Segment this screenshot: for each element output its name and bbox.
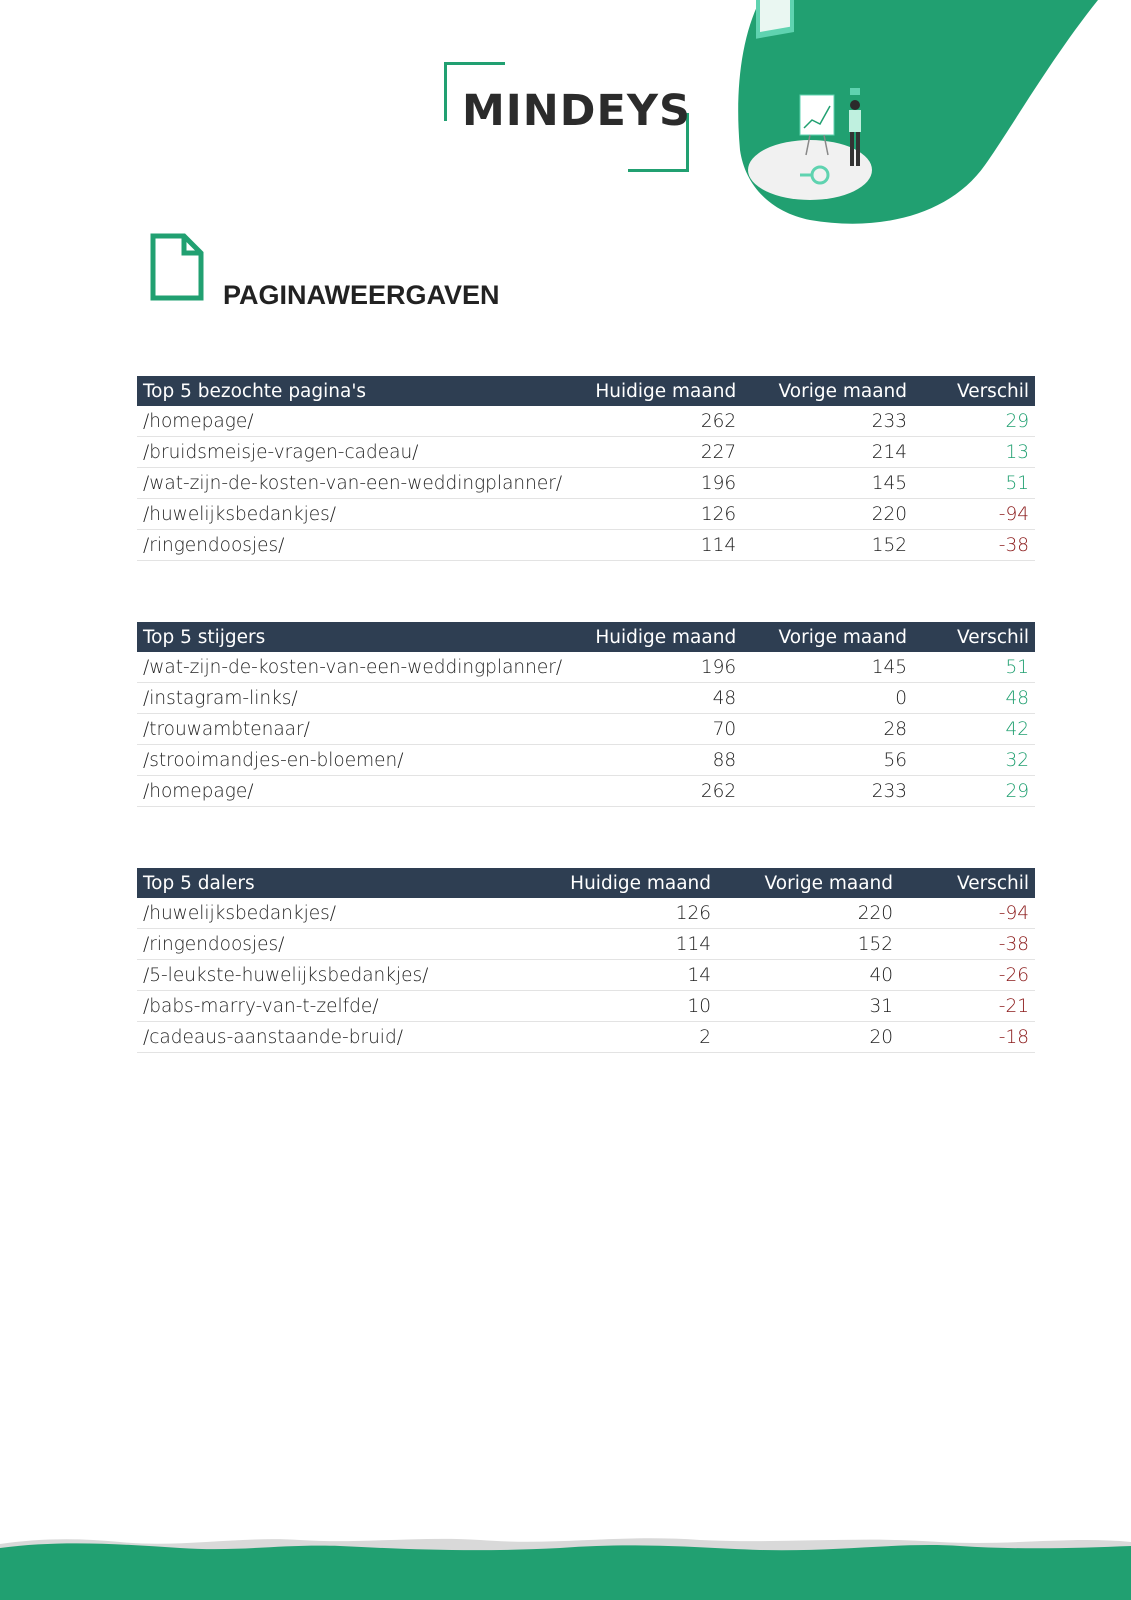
brand-name: MINDEYS [462,86,691,136]
difference-value: 51 [913,652,1035,683]
current-month-value: 227 [568,437,742,468]
previous-month-value: 152 [742,530,913,561]
current-month-value: 262 [568,776,742,807]
difference-value: -21 [899,991,1035,1022]
current-month-value: 262 [568,406,742,437]
page-path: /huwelijksbedankjes/ [137,499,568,530]
section-title: PAGINAWEERGAVEN [223,280,500,310]
table-row [137,499,1035,530]
current-month-value: 10 [535,991,717,1022]
page-path: /cadeaus-aanstaande-bruid/ [137,1022,535,1053]
current-month-value: 126 [568,499,742,530]
page-path: /wat-zijn-de-kosten-van-een-weddingplanner/ [137,468,568,499]
table-row [137,468,1035,499]
difference-value: -38 [913,530,1035,561]
page-path: /ringendoosjes/ [137,929,535,960]
difference-value: 51 [913,468,1035,499]
difference-value: 42 [913,714,1035,745]
brand-logo [444,62,689,172]
difference-value: -26 [899,960,1035,991]
top-fallers-table [137,868,1035,1053]
previous-month-value: 145 [742,652,913,683]
table-row [137,652,1035,683]
column-header-difference: Verschil [913,622,1035,652]
page-path: /5-leukste-huwelijksbedankjes/ [137,960,535,991]
current-month-value: 88 [568,745,742,776]
previous-month-value: 152 [717,929,899,960]
table-row [137,776,1035,807]
difference-value: -38 [899,929,1035,960]
previous-month-value: 233 [742,776,913,807]
current-month-value: 114 [568,530,742,561]
page-path: /trouwambtenaar/ [137,714,568,745]
table-row [137,745,1035,776]
table-row [137,898,1035,929]
previous-month-value: 28 [742,714,913,745]
table-header-row [137,376,1035,406]
previous-month-value: 233 [742,406,913,437]
difference-value: 48 [913,683,1035,714]
current-month-value: 196 [568,652,742,683]
current-month-value: 126 [535,898,717,929]
table-header-row [137,622,1035,652]
current-month-value: 14 [535,960,717,991]
table-row [137,406,1035,437]
column-header-difference: Verschil [913,376,1035,406]
page-path: /wat-zijn-de-kosten-van-een-weddingplanner/ [137,652,568,683]
current-month-value: 196 [568,468,742,499]
difference-value: 13 [913,437,1035,468]
previous-month-value: 0 [742,683,913,714]
previous-month-value: 56 [742,745,913,776]
column-header-current-month: Huidige maand [568,376,742,406]
column-header-current-month: Huidige maand [535,868,717,898]
page-path: /instagram-links/ [137,683,568,714]
current-month-value: 48 [568,683,742,714]
page-path: /huwelijksbedankjes/ [137,898,535,929]
difference-value: -18 [899,1022,1035,1053]
page-path: /bruidsmeisje-vragen-cadeau/ [137,437,568,468]
column-header-page: Top 5 stijgers [137,622,568,652]
page-path: /babs-marry-van-t-zelfde/ [137,991,535,1022]
current-month-value: 2 [535,1022,717,1053]
table-row [137,929,1035,960]
difference-value: 32 [913,745,1035,776]
table-row [137,437,1035,468]
difference-value: -94 [913,499,1035,530]
difference-value: 29 [913,406,1035,437]
column-header-previous-month: Vorige maand [717,868,899,898]
table-header-row [137,868,1035,898]
page-path: /homepage/ [137,406,568,437]
table-row [137,960,1035,991]
previous-month-value: 214 [742,437,913,468]
difference-value: 29 [913,776,1035,807]
top-visited-pages-table [137,376,1035,561]
table-row [137,714,1035,745]
page-path: /strooimandjes-en-bloemen/ [137,745,568,776]
top-risers-table [137,622,1035,807]
current-month-value: 70 [568,714,742,745]
column-header-previous-month: Vorige maand [742,622,913,652]
previous-month-value: 220 [742,499,913,530]
previous-month-value: 20 [717,1022,899,1053]
previous-month-value: 31 [717,991,899,1022]
column-header-difference: Verschil [899,868,1035,898]
table-row [137,991,1035,1022]
document-icon [150,233,204,301]
column-header-page: Top 5 dalers [137,868,535,898]
column-header-previous-month: Vorige maand [742,376,913,406]
column-header-page: Top 5 bezochte pagina's [137,376,568,406]
table-row [137,1022,1035,1053]
page-path: /ringendoosjes/ [137,530,568,561]
previous-month-value: 40 [717,960,899,991]
previous-month-value: 220 [717,898,899,929]
column-header-current-month: Huidige maand [568,622,742,652]
current-month-value: 114 [535,929,717,960]
difference-value: -94 [899,898,1035,929]
page-path: /homepage/ [137,776,568,807]
table-row [137,530,1035,561]
footer-wave [0,1530,1131,1600]
table-row [137,683,1035,714]
previous-month-value: 145 [742,468,913,499]
